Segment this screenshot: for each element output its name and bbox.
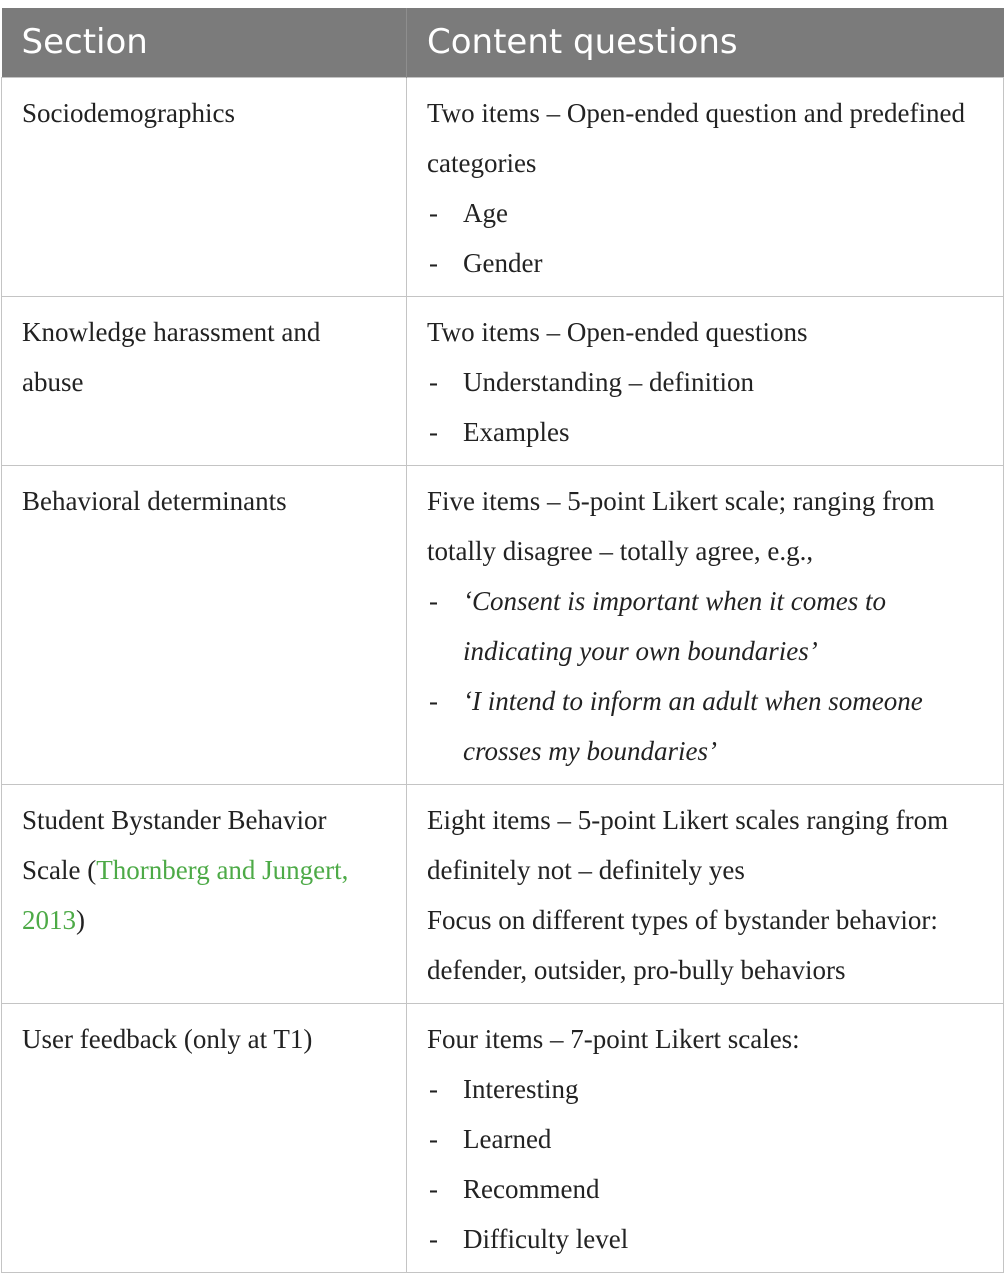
content-intro: Five items – 5-point Likert scale; ranging from totally disagree – totally agree, e.g.,	[427, 486, 935, 566]
dash-bullet: -	[429, 198, 438, 228]
list-item	[427, 188, 973, 238]
section-cell	[2, 466, 407, 785]
table-row	[2, 297, 1004, 466]
list-item-text: Recommend	[463, 1174, 600, 1204]
section-label: Knowledge harassment and abuse	[22, 317, 321, 397]
section-cell	[2, 297, 407, 466]
header-section: Section	[2, 8, 407, 78]
example-statement: ‘I intend to inform an adult when someone crosses my boundaries’	[463, 686, 923, 766]
example-statement: ‘Consent is important when it comes to indicating your own boundaries’	[463, 586, 886, 666]
list-item	[427, 1164, 983, 1214]
content-extra: Focus on different types of bystander behavior: defender, outsider, pro-bully behaviors	[427, 905, 938, 985]
section-cell	[2, 785, 407, 1004]
section-label-suffix: )	[76, 905, 85, 935]
citation-link[interactable]: Thornberg and Jungert, 2013	[22, 855, 349, 935]
dash-bullet: -	[429, 686, 438, 716]
table-header-row	[2, 8, 1004, 78]
content-cell	[407, 785, 1004, 1004]
table-row	[2, 78, 1004, 297]
list-item-text: Understanding – definition	[463, 367, 754, 397]
list-item-text: Age	[463, 198, 508, 228]
content-cell	[407, 297, 1004, 466]
content-cell	[407, 1004, 1004, 1273]
content-intro: Two items – Open-ended questions	[427, 317, 808, 347]
section-label: User feedback (only at T1)	[22, 1024, 313, 1054]
section-label-prefix: Student Bystander Behavior Scale (	[22, 805, 327, 885]
content-cell	[407, 466, 1004, 785]
section-cell	[2, 78, 407, 297]
table-row	[2, 1004, 1004, 1273]
header-content-questions: Content questions	[407, 8, 1004, 78]
dash-bullet: -	[429, 586, 438, 616]
list-item	[427, 1214, 983, 1264]
dash-bullet: -	[429, 248, 438, 278]
dash-bullet: -	[429, 1124, 438, 1154]
content-intro: Four items – 7-point Likert scales:	[427, 1024, 800, 1054]
list-item	[427, 676, 983, 776]
list-item-text: Learned	[463, 1124, 552, 1154]
list-item	[427, 576, 983, 676]
list-item-text: Gender	[463, 248, 543, 278]
section-label: Sociodemographics	[22, 98, 235, 128]
dash-bullet: -	[429, 367, 438, 397]
table-row	[2, 466, 1004, 785]
list-item	[427, 1064, 983, 1114]
section-cell	[2, 1004, 407, 1273]
list-item-text: Interesting	[463, 1074, 579, 1104]
content-table	[1, 8, 1004, 1273]
dash-bullet: -	[429, 1224, 438, 1254]
dash-bullet: -	[429, 417, 438, 447]
list-item	[427, 238, 973, 288]
content-intro: Two items – Open-ended question and predefined categories	[427, 98, 965, 178]
table-row	[2, 785, 1004, 1004]
content-cell	[407, 78, 1004, 297]
dash-bullet: -	[429, 1074, 438, 1104]
list-item-text: Difficulty level	[463, 1224, 629, 1254]
dash-bullet: -	[429, 1174, 438, 1204]
list-item	[427, 357, 983, 407]
list-item-text: Examples	[463, 417, 570, 447]
section-label: Behavioral determinants	[22, 486, 287, 516]
list-item	[427, 407, 983, 457]
content-table-wrapper	[1, 8, 1003, 1273]
list-item	[427, 1114, 983, 1164]
content-intro: Eight items – 5-point Likert scales ranging from definitely not – definitely yes	[427, 805, 949, 885]
